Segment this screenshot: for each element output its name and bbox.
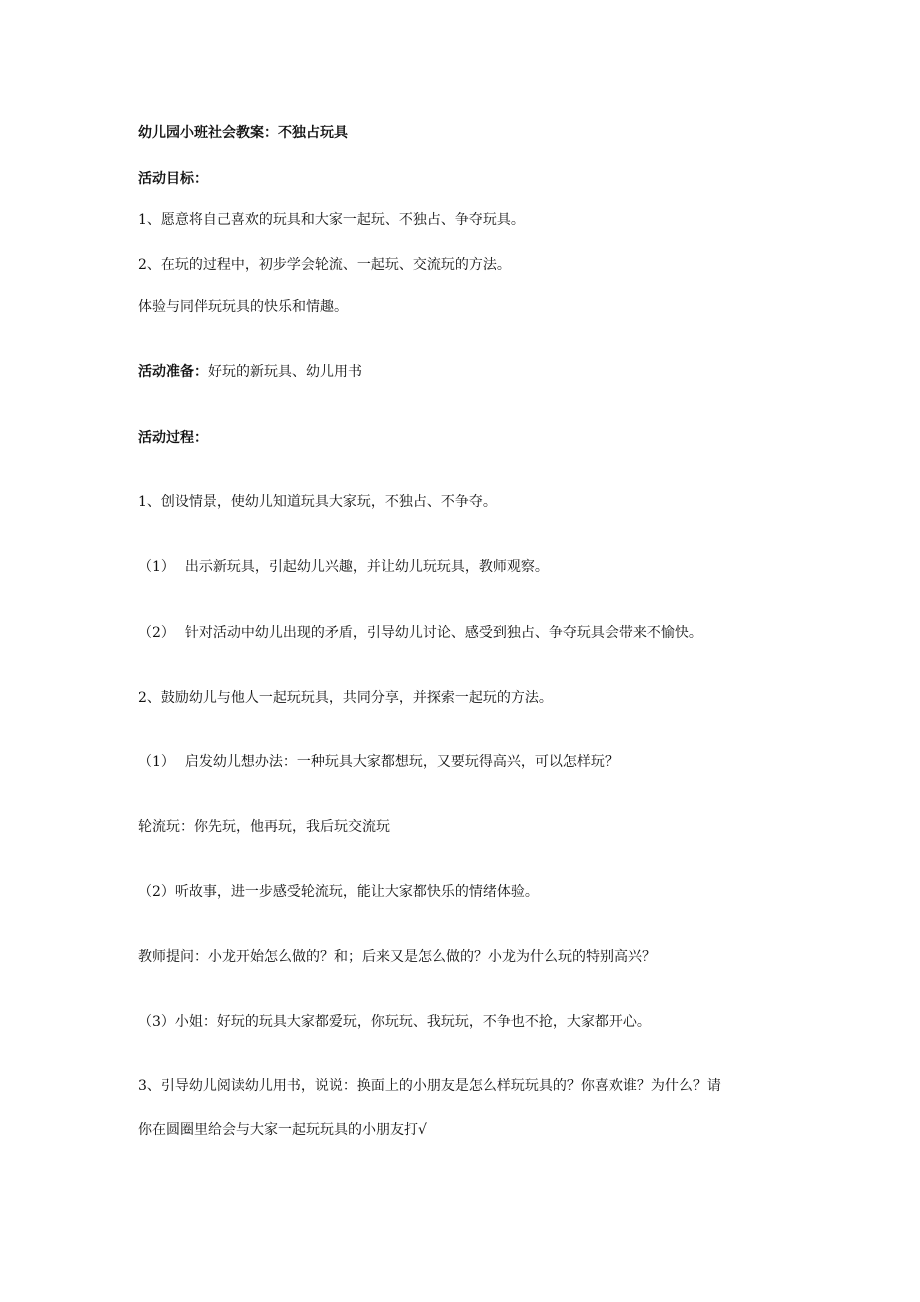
step-2-1-answer: 轮流玩：你先玩，他再玩，我后玩交流玩 <box>138 819 390 835</box>
goal-item: 2、在玩的过程中，初步学会轮流、一起玩、交流玩的方法。 <box>138 257 511 273</box>
preparation-text: 好玩的新玩具、幼儿用书 <box>208 364 362 380</box>
process-heading: 活动过程： <box>138 430 208 446</box>
document-title: 幼儿园小班社会教案：不独占玩具 <box>138 125 348 141</box>
goal-item: 1、愿意将自己喜欢的玩具和大家一起玩、不独占、争夺玩具。 <box>138 212 525 228</box>
step-2-1-text: 启发幼儿想办法：一种玩具大家都想玩，又要玩得高兴，可以怎样玩？ <box>184 754 619 770</box>
step-2-2: （2）听故事，进一步感受轮流玩，能让大家都快乐的情绪体验。 <box>138 884 539 900</box>
preparation-line <box>138 363 362 381</box>
step-1-2 <box>138 624 703 642</box>
step-1-1 <box>138 558 549 576</box>
step-2: 2、鼓励幼儿与他人一起玩玩具，共同分享，并探索一起玩的方法。 <box>138 690 553 706</box>
step-2-1 <box>138 753 619 771</box>
step-3-line-2: 你在圆圈里给会与大家一起玩玩具的小朋友打√ <box>138 1122 427 1138</box>
step-1-2-text: 针对活动中幼儿出现的矛盾，引导幼儿讨论、感受到独占、争夺玩具会带来不愉快。 <box>184 625 703 641</box>
preparation-label: 活动准备： <box>138 364 208 380</box>
step-3-line-1: 3、引导幼儿阅读幼儿用书，说说：换面上的小朋友是怎么样玩玩具的？你喜欢谁？为什么？请 <box>138 1078 721 1094</box>
step-1: 1、创设情景，使幼儿知道玩具大家玩，不独占、不争夺。 <box>138 494 497 510</box>
goals-heading: 活动目标： <box>138 171 208 187</box>
step-1-1-number: （1） <box>138 559 175 575</box>
step-2-3: （3）小姐：好玩的玩具大家都爱玩，你玩玩、我玩玩，不争也不抢，大家都开心。 <box>138 1014 651 1030</box>
step-1-2-number: （2） <box>138 625 175 641</box>
teacher-question: 教师提问：小龙开始怎么做的？和；后来又是怎么做的？小龙为什么玩的特别高兴？ <box>138 949 656 965</box>
step-1-1-text: 出示新玩具，引起幼儿兴趣，并让幼儿玩玩具，教师观察。 <box>184 559 549 575</box>
goal-item: 体验与同伴玩玩具的快乐和情趣。 <box>138 299 348 315</box>
step-2-1-number: （1） <box>138 754 175 770</box>
